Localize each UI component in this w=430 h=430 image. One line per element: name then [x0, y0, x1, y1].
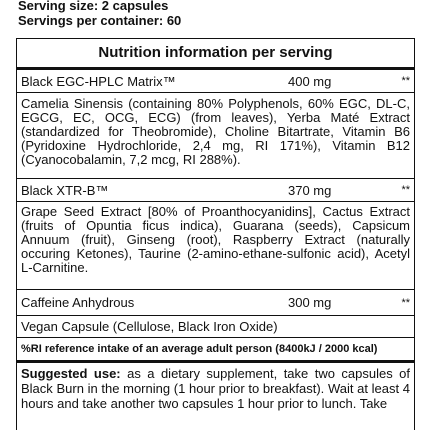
suggested-use-text: as a dietary supplement, take two capsules of Black Burn in the morning (1 hour prior to breakfast). Wait at least 4 hours and take another two capsules 1 hour prior to lunch. Take — [21, 366, 410, 411]
nutrition-panel — [16, 38, 415, 430]
ingredient-name: Caffeine Anhydrous — [21, 295, 135, 310]
ingredient-row — [17, 179, 414, 202]
ingredient-description: Grape Seed Extract [80% of Proanthocyanidins], Cactus Extract (fruits of Opuntia ficus indica), Guarana (seeds), Capsicum Annuum (fruit), Ginseng (root), Raspberry Extract (naturally occuring Ketones), Taurine (2-amino-ethane-sulfonic acid), Acetyl L-Carnitine. — [17, 202, 414, 290]
ingredient-description: Camelia Sinensis (containing 80% Polyphenols, 60% EGC, DL-C, EGCG, EC, OCG, ECG) (from leaves), Yerba Maté Extract (standardized for Theobromide), Choline Bitartrate, Vitamin B6 (Pyridoxine Hydrochloride, 2,4 mg, RI 171%), Vitamin B12 (Cyanocobalamin, 7,2 mcg, RI 288%). — [17, 93, 414, 179]
ingredient-ri: ** — [401, 184, 410, 196]
ingredient-ri: ** — [401, 296, 410, 309]
ingredient-name: Black XTR-B™ — [21, 182, 109, 198]
ingredient-amount: 300 mg — [288, 295, 332, 310]
suggested-use-label: Suggested use: — [21, 366, 121, 381]
ingredient-row — [17, 70, 414, 93]
panel-title: Nutrition information per serving — [17, 39, 414, 70]
serving-info — [18, 0, 418, 28]
servings-per-container: Servings per container: 60 — [18, 13, 182, 28]
suggested-use — [17, 363, 414, 414]
ingredient-row — [17, 290, 414, 316]
capsule-row — [17, 316, 414, 338]
ri-reference-note: %RI reference intake of an average adult person (8400kJ / 2000 kcal) — [17, 338, 414, 363]
ingredient-ri: ** — [401, 75, 410, 87]
serving-size: Serving size: 2 capsules — [18, 0, 169, 13]
capsule-text: Vegan Capsule (Cellulose, Black Iron Oxide) — [21, 319, 278, 334]
ingredient-name: Black EGC-HPLC Matrix™ — [21, 73, 176, 89]
ingredient-amount: 370 mg — [288, 182, 332, 198]
ingredient-amount: 400 mg — [288, 73, 332, 89]
